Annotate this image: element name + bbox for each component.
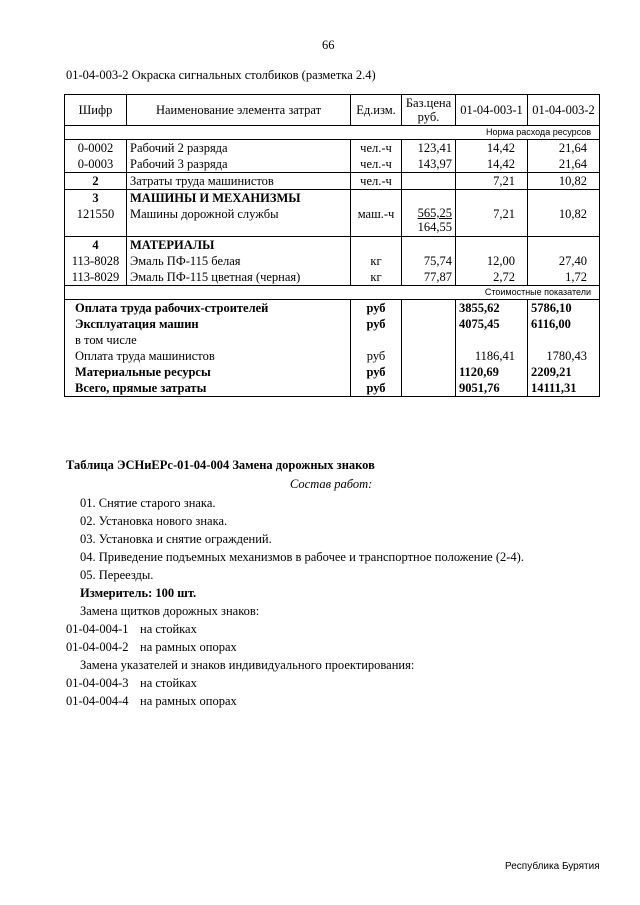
cell-v2: 21,64 <box>528 156 600 173</box>
work-item: 05. Переезды. <box>80 568 154 582</box>
item-code: 01-04-004-2 <box>66 640 129 654</box>
item-name: на стойках <box>140 622 197 636</box>
item-name: на рамных опорах <box>140 640 237 654</box>
cost-unit: руб <box>351 380 402 397</box>
cost-unit: руб <box>351 348 402 364</box>
cell-unit: кг <box>351 253 402 269</box>
norm-label: Норма расхода ресурсов <box>65 126 600 140</box>
header-col1: 01-04-003-1 <box>456 95 528 126</box>
table-row <box>65 156 600 173</box>
item-code: 01-04-004-1 <box>66 622 129 636</box>
table-row <box>65 237 600 254</box>
header-price: Баз.цена руб. <box>402 95 456 126</box>
cell-price <box>402 173 456 190</box>
cell-code: 113-8029 <box>65 269 127 286</box>
cost-unit: руб <box>351 364 402 380</box>
cell-code: 0-0003 <box>65 156 127 173</box>
cell-v1 <box>456 190 528 207</box>
cost-row <box>65 380 600 397</box>
cell-name: Затраты труда машинистов <box>127 173 351 190</box>
cell-name: Рабочий 3 разряда <box>127 156 351 173</box>
cell-code: 0-0002 <box>65 140 127 157</box>
cell-name: МАШИНЫ И МЕХАНИЗМЫ <box>127 190 351 207</box>
cost-empty <box>402 316 456 332</box>
price-numerator: 565,25 <box>417 206 452 220</box>
cost-row <box>65 348 600 364</box>
work-item: 01. Снятие старого знака. <box>80 496 216 510</box>
cost-v1: 1120,69 <box>456 364 528 380</box>
cost-v1: 4075,45 <box>456 316 528 332</box>
price-denominator: 164,55 <box>417 220 452 234</box>
cell-code: 4 <box>65 237 127 254</box>
cost-separator-row <box>65 286 600 300</box>
table-row <box>65 269 600 286</box>
header-code: Шифр <box>65 95 127 126</box>
table-row <box>65 190 600 207</box>
cell-unit: чел.-ч <box>351 156 402 173</box>
cost-empty <box>402 364 456 380</box>
norm-separator-row <box>65 126 600 140</box>
cell-price <box>402 206 456 237</box>
cell-v1: 12,00 <box>456 253 528 269</box>
cell-unit <box>351 237 402 254</box>
cell-v2: 21,64 <box>528 140 600 157</box>
table-row <box>65 173 600 190</box>
cost-v1 <box>456 332 528 348</box>
cost-unit: руб <box>351 316 402 332</box>
work-item: 03. Установка и снятие ограждений. <box>80 532 272 546</box>
item-code: 01-04-004-3 <box>66 676 129 690</box>
cost-empty <box>402 300 456 317</box>
group-title: Замена указателей и знаков индивидуального проектирования: <box>80 658 415 672</box>
cost-unit: руб <box>351 300 402 317</box>
cost-name: в том числе <box>65 332 351 348</box>
cell-code: 121550 <box>65 206 127 237</box>
cost-empty <box>402 348 456 364</box>
cost-v2: 5786,10 <box>528 300 600 317</box>
cell-unit: маш.-ч <box>351 206 402 237</box>
header-col2: 01-04-003-2 <box>528 95 600 126</box>
cost-v2 <box>528 332 600 348</box>
resource-table <box>64 94 600 397</box>
cell-price <box>402 237 456 254</box>
cell-price: 75,74 <box>402 253 456 269</box>
table-row <box>65 253 600 269</box>
cell-v1: 7,21 <box>456 173 528 190</box>
cell-v2: 27,40 <box>528 253 600 269</box>
cost-row <box>65 332 600 348</box>
cell-v1: 14,42 <box>456 140 528 157</box>
cell-v1 <box>456 237 528 254</box>
cell-v2 <box>528 237 600 254</box>
cost-v2: 14111,31 <box>528 380 600 397</box>
cost-v2: 2209,21 <box>528 364 600 380</box>
header-name: Наименование элемента затрат <box>127 95 351 126</box>
work-item: 04. Приведение подъемных механизмов в рабочее и транспортное положение (2-4). <box>80 550 524 564</box>
cell-code: 113-8028 <box>65 253 127 269</box>
cell-v2 <box>528 190 600 207</box>
cell-v1: 7,21 <box>456 206 528 237</box>
cost-v2: 1780,43 <box>528 348 600 364</box>
cell-name: Машины дорожной службы <box>127 206 351 237</box>
item-name: на рамных опорах <box>140 694 237 708</box>
cost-row <box>65 364 600 380</box>
cell-v1: 14,42 <box>456 156 528 173</box>
cost-unit <box>351 332 402 348</box>
cell-v1: 2,72 <box>456 269 528 286</box>
item-name: на стойках <box>140 676 197 690</box>
footer: Республика Бурятия <box>505 861 600 872</box>
cost-name: Материальные ресурсы <box>65 364 351 380</box>
cell-price: 77,87 <box>402 269 456 286</box>
cost-row <box>65 316 600 332</box>
cell-name: Эмаль ПФ-115 цветная (черная) <box>127 269 351 286</box>
cell-price: 143,97 <box>402 156 456 173</box>
item-code: 01-04-004-4 <box>66 694 129 708</box>
cell-unit <box>351 190 402 207</box>
cell-name: Эмаль ПФ-115 белая <box>127 253 351 269</box>
cell-code: 3 <box>65 190 127 207</box>
cell-name: Рабочий 2 разряда <box>127 140 351 157</box>
cost-v1: 1186,41 <box>456 348 528 364</box>
cell-v2: 10,82 <box>528 173 600 190</box>
table-row <box>65 206 600 237</box>
cost-name: Всего, прямые затраты <box>65 380 351 397</box>
page-number: 66 <box>322 38 335 52</box>
cell-code: 2 <box>65 173 127 190</box>
cell-unit: чел.-ч <box>351 140 402 157</box>
table2-title: Таблица ЭСНиЕРс-01-04-004 Замена дорожных знаков <box>66 458 375 472</box>
header-unit: Ед.изм. <box>351 95 402 126</box>
cell-unit: чел.-ч <box>351 173 402 190</box>
cost-v1: 3855,62 <box>456 300 528 317</box>
meter: Измеритель: 100 шт. <box>80 586 197 600</box>
cost-empty <box>402 332 456 348</box>
cell-price <box>402 190 456 207</box>
cost-row <box>65 300 600 317</box>
cost-name: Оплата труда машинистов <box>65 348 351 364</box>
cell-unit: кг <box>351 269 402 286</box>
cell-name: МАТЕРИАЛЫ <box>127 237 351 254</box>
composition-title: Состав работ: <box>290 477 373 491</box>
section-title: 01-04-003-2 Окраска сигнальных столбиков (разметка 2.4) <box>66 68 376 82</box>
cost-name: Оплата труда рабочих-строителей <box>65 300 351 317</box>
cost-label: Стоимостные показатели <box>65 286 600 300</box>
table-header-row <box>65 95 600 126</box>
table-row <box>65 140 600 157</box>
work-item: 02. Установка нового знака. <box>80 514 228 528</box>
cost-name: Эксплуатация машин <box>65 316 351 332</box>
cost-v2: 6116,00 <box>528 316 600 332</box>
cell-v2: 1,72 <box>528 269 600 286</box>
cell-v2: 10,82 <box>528 206 600 237</box>
cell-price: 123,41 <box>402 140 456 157</box>
cost-empty <box>402 380 456 397</box>
cost-v1: 9051,76 <box>456 380 528 397</box>
group-title: Замена щитков дорожных знаков: <box>80 604 260 618</box>
